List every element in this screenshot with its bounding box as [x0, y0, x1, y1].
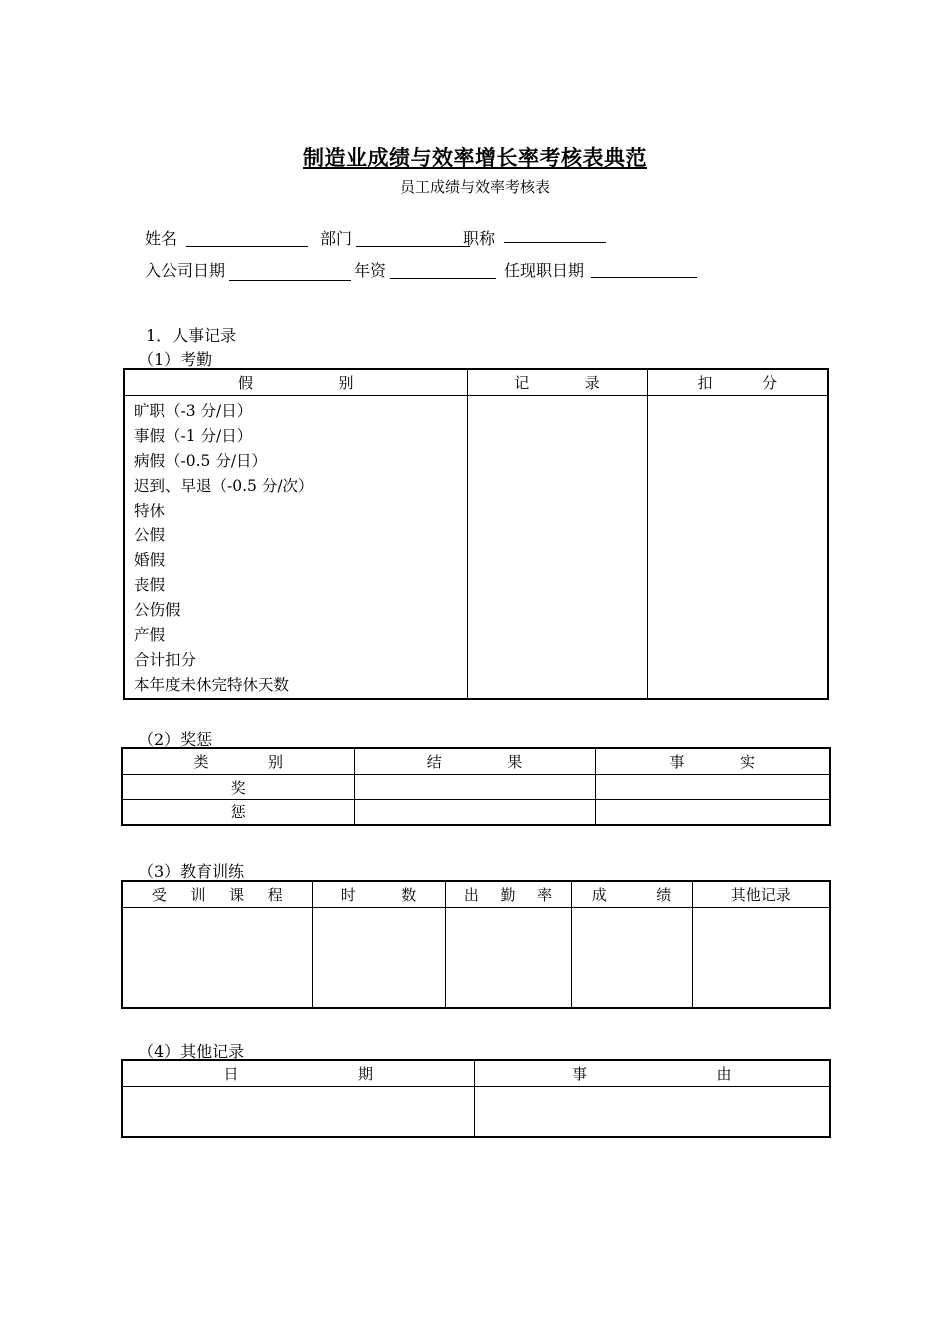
name-label: 姓名: [145, 229, 178, 248]
leave-row-label: 病假（-0.5 分/日）: [134, 451, 268, 470]
col-hours: [312, 881, 445, 908]
rewards-table: [121, 747, 831, 826]
training-table: [121, 880, 831, 1009]
leave-row-label: 事假（-1 分/日）: [134, 426, 253, 445]
col-result: [354, 748, 595, 775]
col-course: [122, 881, 312, 908]
leave-row-label: 产假: [134, 626, 166, 645]
col-hours-char-1: 时: [340, 886, 356, 904]
leave-row-label: 合计扣分: [134, 650, 197, 669]
record-cell[interactable]: [467, 396, 647, 699]
document-title: 制造业成绩与效率增长率考核表典范: [303, 146, 647, 170]
col-date: [122, 1060, 474, 1087]
col-score-char-2: 绩: [656, 886, 672, 904]
current-position-date-field[interactable]: [591, 277, 697, 278]
leave-type-list: [124, 396, 467, 699]
attendance-table: [123, 368, 829, 700]
col-reason-char-2: 由: [716, 1065, 732, 1083]
col-deduction-char-2: 分: [762, 374, 778, 392]
leave-row-label: 特休: [134, 501, 166, 520]
leave-row-label: 公伤假: [134, 601, 181, 620]
col-date-char-2: 期: [358, 1065, 374, 1083]
hours-cell[interactable]: [312, 908, 445, 1008]
col-record-char-2: 录: [584, 374, 600, 392]
deduction-cell[interactable]: [647, 396, 828, 699]
section-personnel-record: 1．人事记录: [146, 326, 237, 345]
rewards-heading: （2）奖惩: [138, 730, 213, 749]
leave-row-label: 丧假: [134, 576, 166, 595]
col-other-record: 其他记录: [692, 881, 830, 908]
hire-date-label: 入公司日期: [145, 261, 226, 280]
score-cell[interactable]: [571, 908, 692, 1008]
col-course-char-3: 课: [229, 886, 245, 904]
seniority-field[interactable]: [390, 278, 496, 279]
col-leave-type-char-1: 假: [237, 374, 253, 392]
other-record-cell[interactable]: [692, 908, 830, 1008]
col-fact-char-2: 实: [740, 753, 756, 771]
col-category: [122, 748, 354, 775]
attendance-rate-cell[interactable]: [445, 908, 571, 1008]
col-result-char-2: 果: [507, 753, 523, 771]
col-leave-type-char-2: 别: [338, 374, 354, 392]
col-course-char-4: 程: [267, 886, 283, 904]
other-records-table: [121, 1059, 831, 1138]
col-reason: [474, 1060, 830, 1087]
leave-row-label: 婚假: [134, 551, 166, 570]
col-category-char-1: 类: [193, 753, 209, 771]
attendance-heading: （1）考勤: [138, 350, 213, 369]
col-fact: [595, 748, 830, 775]
other-records-heading: （4）其他记录: [138, 1042, 245, 1061]
position-label: 职称: [463, 229, 496, 248]
col-deduction-char-1: 扣: [697, 374, 713, 392]
seniority-label: 年资: [354, 261, 387, 280]
col-course-char-1: 受: [151, 886, 167, 904]
col-reason-char-1: 事: [571, 1065, 587, 1083]
col-leave-type: [124, 369, 467, 396]
position-field[interactable]: [504, 242, 606, 243]
leave-row-label: 迟到、早退（-0.5 分/次）: [134, 476, 314, 495]
course-cell[interactable]: [122, 908, 312, 1008]
col-score: [571, 881, 692, 908]
hire-date-field[interactable]: [229, 280, 351, 281]
col-attendance-rate-char-2: 勤: [500, 886, 516, 904]
training-heading: （3）教育训练: [138, 862, 245, 881]
reward-row-label: 奖: [122, 775, 354, 800]
col-result-char-1: 结: [426, 753, 442, 771]
document-subtitle: 员工成绩与效率考核表: [399, 178, 550, 196]
punishment-result-cell[interactable]: [354, 800, 595, 825]
col-date-char-1: 日: [223, 1065, 239, 1083]
leave-row-label: 本年度未休完特休天数: [134, 675, 290, 694]
col-category-char-2: 别: [268, 753, 284, 771]
col-attendance-rate-char-1: 出: [463, 886, 479, 904]
col-score-char-1: 成: [591, 886, 607, 904]
col-fact-char-1: 事: [669, 753, 685, 771]
col-record-char-1: 记: [514, 374, 530, 392]
reward-fact-cell[interactable]: [595, 775, 830, 800]
leave-row-label: 旷职（-3 分/日）: [134, 402, 253, 420]
col-hours-char-2: 数: [401, 886, 417, 904]
punishment-fact-cell[interactable]: [595, 800, 830, 825]
date-cell[interactable]: [122, 1087, 474, 1137]
col-course-char-2: 训: [190, 886, 206, 904]
col-attendance-rate-char-3: 率: [537, 886, 553, 904]
department-label: 部门: [320, 229, 353, 248]
col-deduction: [647, 369, 828, 396]
punishment-row-label: 惩: [122, 800, 354, 825]
department-field[interactable]: [356, 246, 470, 247]
name-field[interactable]: [186, 246, 308, 247]
col-record: [467, 369, 647, 396]
col-attendance-rate: [445, 881, 571, 908]
leave-row-label: 公假: [134, 526, 166, 545]
current-position-date-label: 任现职日期: [504, 261, 585, 280]
reward-result-cell[interactable]: [354, 775, 595, 800]
reason-cell[interactable]: [474, 1087, 830, 1137]
